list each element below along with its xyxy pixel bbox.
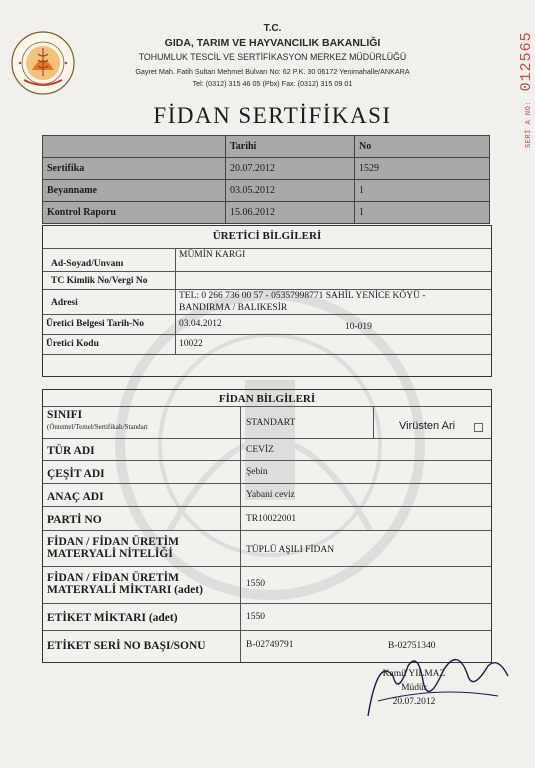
sapling-label-rootstock: ANAÇ ADI	[47, 491, 104, 503]
header-ministry: GIDA, TARIM VE HAYVANCILIK BAKANLIĞI	[164, 37, 381, 49]
producer-value-certificate-no: 10-019	[345, 322, 372, 332]
row-label: Beyanname	[43, 180, 226, 202]
sapling-label-variety: ÇEŞİT ADI	[47, 468, 105, 480]
table-header-no: No	[355, 136, 490, 158]
sapling-section	[42, 389, 492, 663]
sapling-label-quality	[47, 536, 179, 560]
sapling-value-label-count: 1550	[246, 612, 265, 622]
signatory-date: 20.07.2012	[392, 697, 436, 707]
header-phone: Tel: (0312) 315 46 05 (Pbx) Fax: (0312) 315 09 01	[192, 79, 353, 88]
header-address: Gayret Mah. Fatih Sultan Mehmet Bulvarı No: 62 P.K. 30 06172 Yenimahalle/ANKARA	[135, 67, 410, 76]
sapling-label-label-serial: ETİKET SERİ NO BAŞI/SONU	[47, 640, 206, 652]
virus-free-checkbox[interactable]	[474, 423, 483, 432]
producer-label-code: Üretici Kodu	[46, 339, 99, 349]
sapling-label-class	[47, 409, 148, 433]
serial-prefix: SERİ A NO:	[525, 100, 533, 148]
ministry-seal-icon	[10, 30, 76, 96]
producer-value-code: 10022	[179, 339, 203, 349]
sapling-value-variety: Şebin	[246, 467, 268, 477]
producer-section	[42, 225, 492, 377]
producer-label-address: Adresi	[51, 298, 78, 308]
row-label: Kontrol Raporu	[43, 202, 226, 224]
document-table	[42, 135, 490, 224]
header-department: TOHUMLUK TESCİL VE SERTİFİKASYON MERKEZ MÜDÜRLÜĞÜ	[138, 52, 407, 62]
sapling-label-lot: PARTİ NO	[47, 514, 102, 526]
sapling-value-species: CEVİZ	[246, 445, 274, 455]
producer-value-address: TEL: 0 266 736 00 57 - 05357998771 SAHİL YENİCE KÖYÜ - BANDIRMA / BALIKESİR	[179, 291, 426, 313]
sapling-virus-free-label: Virüsten Ari	[399, 420, 456, 432]
row-no: 1	[355, 180, 490, 202]
table-header-row	[43, 136, 490, 158]
sapling-value-quantity: 1550	[246, 579, 265, 589]
sapling-value-lot: TR10022001	[246, 514, 297, 524]
producer-title: ÜRETİCİ BİLGİLERİ	[212, 230, 322, 242]
sapling-label-species: TÜR ADI	[47, 445, 95, 457]
sapling-quantity-line1: FİDAN / FİDAN ÜRETİM	[47, 572, 179, 584]
sapling-title: FİDAN BİLGİLERİ	[218, 393, 316, 405]
signatory-title: Müdür	[401, 683, 427, 693]
row-no: 1529	[355, 158, 490, 180]
sapling-class-subtitle: (Öntemel/Temel/Sertifikalı/Standart	[47, 423, 148, 431]
page-title: FİDAN SERTİFİKASI	[153, 103, 392, 128]
sapling-label-quantity	[47, 572, 203, 596]
sapling-value-rootstock: Yabani ceviz	[246, 490, 295, 500]
row-date: 20.07.2012	[226, 158, 355, 180]
producer-label-name: Ad-Soyad/Unvanı	[51, 259, 124, 269]
row-label: Sertifika	[43, 158, 226, 180]
header-tc: T.C.	[263, 23, 282, 34]
table-header-date: Tarihi	[226, 136, 355, 158]
sapling-quality-line1: FİDAN / FİDAN ÜRETİM	[47, 536, 179, 548]
sapling-quality-line2: MATERYALİ NİTELİĞİ	[47, 548, 173, 560]
sapling-value-label-serial-start: B-02749791	[246, 640, 294, 650]
row-date: 15.06.2012	[226, 202, 355, 224]
producer-value-certificate-date: 03.04.2012	[179, 319, 222, 329]
sapling-label-label-count: ETİKET MİKTARI (adet)	[47, 612, 178, 624]
table-row	[43, 180, 490, 202]
sapling-class-title: SINIFI	[47, 409, 83, 421]
sapling-value-class: STANDART	[246, 418, 296, 428]
serial-value: 012565	[518, 31, 535, 92]
row-no: 1	[355, 202, 490, 224]
producer-value-name: MÜMİN KARGI	[179, 250, 246, 260]
serial-number	[503, 28, 535, 148]
sapling-value-label-serial-end: B-02751340	[388, 641, 436, 651]
sapling-quantity-line2: MATERYALİ MİKTARI (adet)	[47, 584, 203, 596]
producer-label-certificate: Üretici Belgesi Tarih-No	[46, 319, 144, 329]
row-date: 03.05.2012	[226, 180, 355, 202]
table-header-empty	[43, 136, 226, 158]
signatory-name: Kamil YILMAZ	[382, 669, 446, 679]
table-row	[43, 158, 490, 180]
producer-label-id: TC Kimlik No/Vergi No	[51, 276, 148, 286]
table-row	[43, 202, 490, 224]
sapling-value-quality: TÜPLÜ AŞILI FİDAN	[246, 545, 335, 555]
